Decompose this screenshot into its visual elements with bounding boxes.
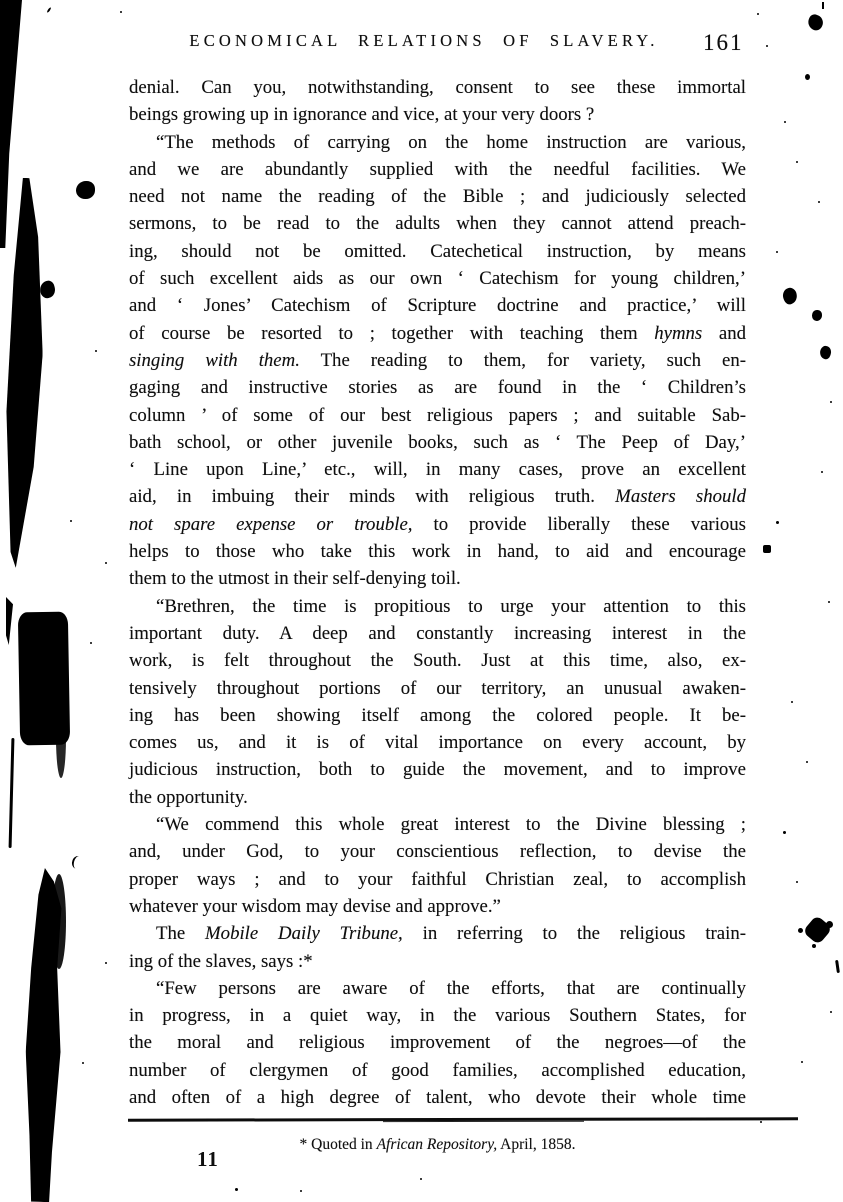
ink-speck (784, 121, 786, 123)
ink-blot (812, 310, 822, 321)
text-line: whatever your wisdom may devise and approve.” (129, 895, 501, 917)
ink-speck (826, 921, 833, 928)
ink-speck (776, 251, 778, 253)
text-line: and often of a high degree of talent, who devote their whole time (129, 1086, 746, 1108)
ink-dot (76, 181, 95, 199)
ink-speck (830, 401, 832, 403)
ink-speck (818, 201, 820, 203)
text-line: “We commend this whole great interest to the Divine blessing ; (156, 814, 746, 836)
footnote: * Quoted in African Repository, April, 1858. (299, 1136, 576, 1153)
ink-blot-fuzz (52, 874, 66, 969)
ink-speck (120, 11, 122, 13)
ink-speck (760, 1121, 762, 1123)
text-line: singing with them. The reading to them, for variety, such en- (129, 349, 746, 371)
header-title: ECONOMICAL RELATIONS OF SLAVERY. (189, 31, 659, 50)
signature-mark: 11 (197, 1147, 219, 1171)
ink-tick (822, 2, 824, 9)
text-line: ‘ Line upon Line,’ etc., will, in many cases, prove an excellent (129, 459, 746, 481)
text-line: judicious instruction, both to guide the movement, and to improve (129, 759, 746, 781)
text-line: number of clergymen of good families, accomplished education, (129, 1059, 746, 1081)
ink-speck (805, 74, 810, 80)
text-line: work, is felt throughout the South. Just at this time, also, ex- (129, 650, 746, 672)
text-line: “Few persons are aware of the efforts, that are continually (156, 977, 746, 999)
ink-blot (781, 286, 800, 306)
running-header (129, 31, 719, 51)
text-line: helps to those who take this work in hand, to aid and encourage (129, 541, 746, 563)
ink-speck (235, 1188, 238, 1191)
footnote-rule (128, 1117, 798, 1121)
text-line: them to the utmost in their self-denying toil. (129, 568, 461, 590)
ink-speck (82, 1062, 84, 1064)
ink-speck (801, 1061, 803, 1063)
ink-splat (806, 13, 826, 33)
text-line: ing has been showing itself among the colored people. It be- (129, 704, 746, 726)
text-line: important duty. A deep and constantly increasing interest in the (129, 622, 746, 644)
ink-tick (835, 960, 840, 973)
text-line: tensively throughout portions of our territory, an unusual awaken- (129, 677, 746, 699)
ink-speck (90, 642, 92, 644)
text-line: The Mobile Daily Tribune, in referring to the religious train- (156, 923, 746, 945)
text-line: bath school, or other juvenile books, such as ‘ The Peep of Day,’ (129, 431, 746, 453)
text-line: column ’ of some of our best religious papers ; and suitable Sab- (129, 404, 746, 426)
ink-speck (757, 13, 759, 15)
text-line: “Brethren, the time is propitious to urge your attention to this (156, 595, 746, 617)
text-line: ing, should not be omitted. Catechetical instruction, by means (129, 240, 746, 262)
ink-speck (70, 520, 72, 522)
ink-speck (776, 521, 779, 524)
ink-speck (300, 1190, 302, 1192)
text-line: sermons, to be read to the adults when they cannot attend preach- (129, 213, 746, 235)
text-line: the moral and religious improvement of the negroes—of the (129, 1032, 746, 1054)
ink-dot (763, 545, 771, 553)
text-line: not spare expense or trouble, to provide liberally these various (129, 513, 746, 535)
text-line: the opportunity. (129, 786, 248, 808)
text-line: denial. Can you, notwithstanding, consent to see these immortal (129, 77, 746, 98)
ink-speck (806, 761, 808, 763)
text-line: beings growing up in ignorance and vice, at your very doors ? (129, 104, 595, 126)
ink-speck (798, 928, 803, 933)
text-line: gaging and instructive stories as are found in the ‘ Children’s (129, 377, 746, 399)
ink-blot-fuzz (56, 698, 66, 778)
ink-speck (830, 1011, 832, 1013)
text-line: of such excellent aids as our own ‘ Catechism for young children,’ (129, 268, 746, 290)
ink-curl (71, 855, 85, 870)
ink-speck (783, 831, 786, 834)
ink-speck (105, 562, 107, 564)
ink-speck (796, 161, 798, 163)
ink-speck (766, 45, 768, 47)
ink-speck (791, 701, 793, 703)
ink-dot (38, 279, 57, 299)
text-line: and ‘ Jones’ Catechism of Scripture doctrine and practice,’ will (129, 295, 746, 317)
ink-speck (105, 962, 107, 964)
text-line: ing of the slaves, says :* (129, 950, 313, 972)
ink-sliver (6, 597, 13, 645)
ink-speck (812, 944, 816, 948)
ink-speck (95, 350, 97, 352)
text-line: proper ways ; and to your faithful Christian zeal, to accomplish (129, 868, 746, 890)
text-line: “The methods of carrying on the home instruction are various, (156, 131, 746, 153)
text-line: comes us, and it is of vital importance on every account, by (129, 732, 746, 754)
text-line: need not name the reading of the Bible ; and judiciously selected (129, 186, 746, 208)
ink-speck (46, 7, 51, 13)
ink-blot (818, 345, 832, 361)
body-text (129, 74, 746, 1111)
ink-streak (9, 738, 15, 848)
text-line: and, under God, to your conscientious reflection, to devise the (129, 841, 746, 863)
ink-speck (420, 1178, 422, 1180)
text-line: aid, in imbuing their minds with religious truth. Masters should (129, 486, 746, 508)
ink-blot-gutter-upper (0, 177, 49, 568)
text-line: and we are abundantly supplied with the needful facilities. We (129, 158, 746, 180)
ink-blot-gutter-top (0, 0, 22, 248)
ink-speck (821, 471, 823, 473)
ink-speck (796, 881, 798, 883)
ink-speck (828, 601, 830, 603)
page-number: 161 (703, 30, 744, 55)
ink-splat (802, 915, 832, 945)
text-line: in progress, in a quiet way, in the various Southern States, for (129, 1005, 746, 1027)
text-line: of course be resorted to ; together with teaching them hymns and (129, 322, 746, 344)
